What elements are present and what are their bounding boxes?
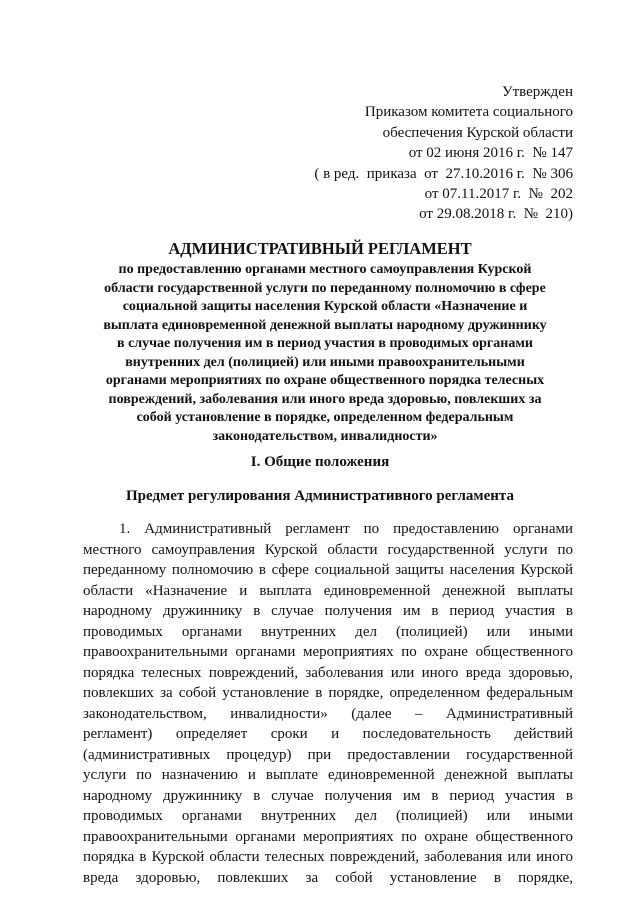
- approval-line: от 07.11.2017 г. № 202: [424, 186, 573, 203]
- paragraph-line: порядка телесных повреждений, заболевания или иного вреда здоровью,: [83, 664, 573, 681]
- approval-line: от 02 июня 2016 г. № 147: [408, 145, 573, 162]
- subtitle-line: в случае получения им в период участия в проводимых органами: [117, 336, 533, 351]
- paragraph-line: переданному полномочию в сфере социальной защиты населения Курской: [83, 562, 573, 578]
- paragraph-line: услуги по назначению и выплате единовременной денежной выплаты: [83, 767, 573, 783]
- paragraph-line: (административных процедур) при предоставлении государственной: [83, 746, 573, 763]
- approval-stamp-block: [314, 82, 573, 225]
- paragraph-line: народному дружиннику в случае получения им в период участия в: [83, 603, 573, 619]
- subtitle-line: области государственной услуги по переданному полномочию в сфере: [104, 280, 546, 296]
- paragraph-line: 1. Административный регламент по предоставлению органами: [119, 521, 573, 537]
- paragraph-line: порядка в Курской области телесных повреждений, заболевания или иного: [83, 849, 573, 865]
- paragraph-line: регламент) определяет сроки и последовательность действий: [83, 726, 573, 742]
- subtitle-line: собой установление в порядке, определенном федеральным: [136, 410, 514, 425]
- paragraph-line: проводимых органами внутренних дел (полицией) или иными: [83, 623, 573, 640]
- subtitle-line: социальной защиты населения Курской области «Назначение и: [122, 299, 528, 314]
- document-subtitle: [92, 261, 558, 446]
- approval-line: обеспечения Курской области: [382, 124, 573, 141]
- subject-heading: Предмет регулирования Административного регламента: [126, 488, 514, 504]
- subtitle-line: законодательством, инвалидности»: [212, 428, 438, 444]
- subtitle-line: органами мероприятиях по охране общественного порядка телесных: [105, 373, 545, 388]
- paragraph-line: правоохранительными органами мероприятиях по охране общественного: [83, 644, 573, 660]
- paragraph-line: области «Назначение и выплата единовременной денежной выплаты: [83, 582, 573, 599]
- document-title: АДМИНИСТРАТИВНЫЙ РЕГЛАМЕНТ: [168, 239, 472, 258]
- paragraph-line: законодательством, инвалидности» (далее – Административный: [83, 705, 573, 722]
- paragraph-line: местного самоуправления Курской области государственной услуги по: [83, 541, 573, 558]
- paragraph-line: правоохранительными органами мероприятиях по охране общественного: [83, 828, 573, 845]
- subtitle-line: внутренних дел (полицией) или иными правоохранительными: [125, 354, 525, 370]
- approval-line: Приказом комитета социального: [364, 104, 573, 121]
- subtitle-line: по предоставлению органами местного самоуправления Курской: [118, 262, 532, 277]
- paragraph-1: [83, 519, 573, 888]
- subtitle-line: выплата единовременной денежной выплаты народному дружиннику: [103, 317, 547, 333]
- paragraph-line: вреда здоровью, повлекших за собой установление в порядке,: [83, 869, 573, 886]
- approval-line: ( в ред. приказа от 27.10.2016 г. № 306: [314, 165, 573, 182]
- paragraph-line: народному дружиннику в случае получения им в период участия в: [83, 787, 573, 804]
- section-heading: I. Общие положения: [250, 454, 390, 470]
- paragraph-line: проводимых органами внутренних дел (полицией) или иными: [83, 808, 573, 824]
- subtitle-line: повреждений, заболевания или иного вреда здоровью, повлекших за: [108, 391, 542, 407]
- approval-line: Утвержден: [501, 84, 573, 100]
- paragraph-line: повлекших за собой установление в порядке, определенном федеральным: [83, 685, 573, 701]
- approval-line: от 29.08.2018 г. № 210): [419, 206, 573, 223]
